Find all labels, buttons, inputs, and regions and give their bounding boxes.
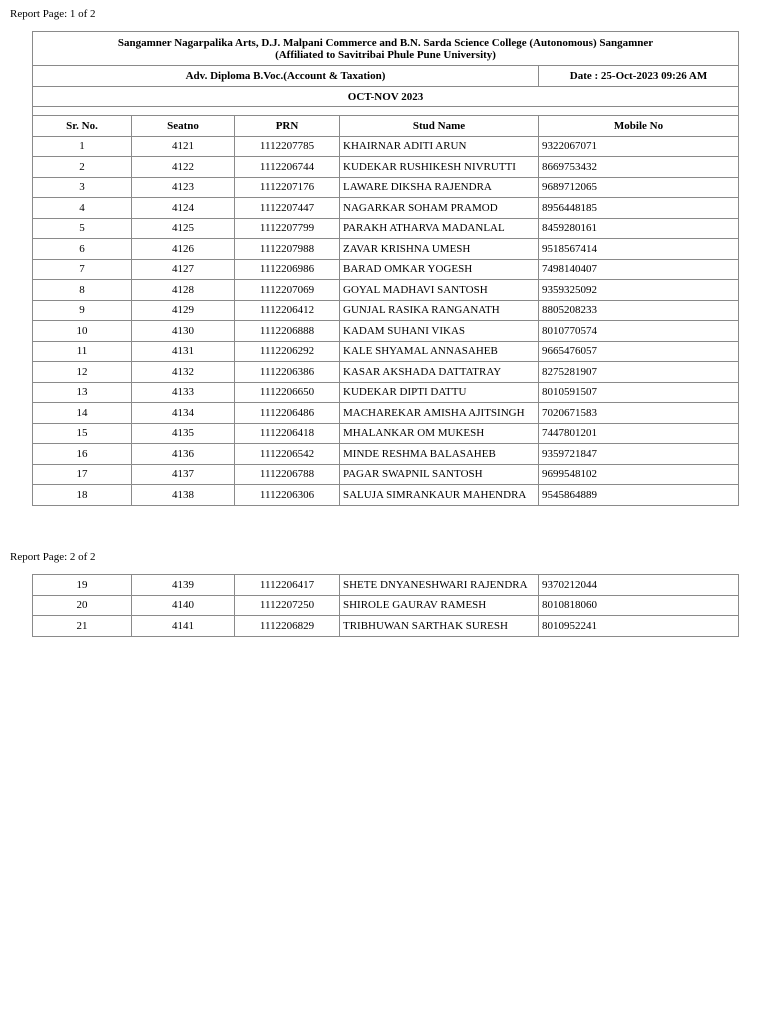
cell-mobile-no: 8669753432 — [539, 157, 739, 178]
cell-sr-no: 6 — [33, 239, 132, 260]
cell-stud-name: GUNJAL RASIKA RANGANATH — [340, 300, 539, 321]
cell-mobile-no: 9665476057 — [539, 341, 739, 362]
cell-prn: 1112207799 — [235, 218, 340, 239]
column-header-stud-name: Stud Name — [340, 116, 539, 137]
cell-seatno: 4128 — [132, 280, 235, 301]
table-row — [33, 177, 739, 198]
cell-sr-no: 7 — [33, 259, 132, 280]
column-header-prn: PRN — [235, 116, 340, 137]
cell-mobile-no: 9359325092 — [539, 280, 739, 301]
cell-mobile-no: 9322067071 — [539, 136, 739, 157]
table-row — [33, 616, 739, 637]
column-header-seatno: Seatno — [132, 116, 235, 137]
cell-sr-no: 11 — [33, 341, 132, 362]
cell-prn: 1112206744 — [235, 157, 340, 178]
cell-seatno: 4124 — [132, 198, 235, 219]
cell-prn: 1112206986 — [235, 259, 340, 280]
cell-sr-no: 17 — [33, 464, 132, 485]
cell-seatno: 4125 — [132, 218, 235, 239]
cell-seatno: 4137 — [132, 464, 235, 485]
college-header — [33, 32, 739, 66]
cell-seatno: 4130 — [132, 321, 235, 342]
cell-seatno: 4123 — [132, 177, 235, 198]
table-row — [33, 259, 739, 280]
cell-prn: 1112206417 — [235, 575, 340, 596]
cell-mobile-no: 7498140407 — [539, 259, 739, 280]
cell-sr-no: 16 — [33, 444, 132, 465]
cell-stud-name: SHIROLE GAURAV RAMESH — [340, 595, 539, 616]
report-page-label-2: Report Page: 2 of 2 — [10, 551, 96, 563]
table-row — [33, 218, 739, 239]
cell-stud-name: SALUJA SIMRANKAUR MAHENDRA — [340, 485, 539, 506]
college-header-row — [33, 32, 739, 66]
cell-seatno: 4129 — [132, 300, 235, 321]
cell-prn: 1112206486 — [235, 403, 340, 424]
column-header-sr-no: Sr. No. — [33, 116, 132, 137]
cell-stud-name: PARAKH ATHARVA MADANLAL — [340, 218, 539, 239]
cell-sr-no: 8 — [33, 280, 132, 301]
cell-mobile-no: 9518567414 — [539, 239, 739, 260]
table-row — [33, 403, 739, 424]
column-header-row — [33, 116, 739, 137]
cell-prn: 1112206888 — [235, 321, 340, 342]
cell-stud-name: TRIBHUWAN SARTHAK SURESH — [340, 616, 539, 637]
cell-seatno: 4121 — [132, 136, 235, 157]
table-body-page-1 — [33, 136, 739, 505]
course-row — [33, 66, 739, 87]
cell-mobile-no: 8956448185 — [539, 198, 739, 219]
table-row — [33, 485, 739, 506]
column-header-mobile-no: Mobile No — [539, 116, 739, 137]
cell-prn: 1112206412 — [235, 300, 340, 321]
cell-mobile-no: 8010591507 — [539, 382, 739, 403]
cell-stud-name: KASAR AKSHADA DATTATRAY — [340, 362, 539, 383]
cell-sr-no: 14 — [33, 403, 132, 424]
table-row — [33, 136, 739, 157]
cell-mobile-no: 8805208233 — [539, 300, 739, 321]
cell-sr-no: 4 — [33, 198, 132, 219]
cell-mobile-no: 8275281907 — [539, 362, 739, 383]
cell-sr-no: 18 — [33, 485, 132, 506]
cell-stud-name: KUDEKAR RUSHIKESH NIVRUTTI — [340, 157, 539, 178]
course-name: Adv. Diploma B.Voc.(Account & Taxation) — [33, 66, 539, 87]
cell-seatno: 4132 — [132, 362, 235, 383]
cell-stud-name: PAGAR SWAPNIL SANTOSH — [340, 464, 539, 485]
table-row — [33, 575, 739, 596]
cell-sr-no: 2 — [33, 157, 132, 178]
cell-sr-no: 19 — [33, 575, 132, 596]
college-name: Sangamner Nagarpalika Arts, D.J. Malpani Commerce and B.N. Sarda Science College (Autonomous) Sangamner — [117, 36, 654, 49]
cell-sr-no: 3 — [33, 177, 132, 198]
cell-seatno: 4136 — [132, 444, 235, 465]
exam-session: OCT-NOV 2023 — [33, 87, 739, 107]
cell-mobile-no: 7447801201 — [539, 423, 739, 444]
cell-stud-name: KADAM SUHANI VIKAS — [340, 321, 539, 342]
cell-stud-name: KALE SHYAMAL ANNASAHEB — [340, 341, 539, 362]
table-row — [33, 239, 739, 260]
cell-prn: 1112206788 — [235, 464, 340, 485]
cell-mobile-no: 8459280161 — [539, 218, 739, 239]
table-row — [33, 341, 739, 362]
cell-sr-no: 12 — [33, 362, 132, 383]
cell-stud-name: SHETE DNYANESHWARI RAJENDRA — [340, 575, 539, 596]
cell-mobile-no: 8010952241 — [539, 616, 739, 637]
cell-seatno: 4140 — [132, 595, 235, 616]
column-header-group — [33, 116, 739, 137]
cell-stud-name: NAGARKAR SOHAM PRAMOD — [340, 198, 539, 219]
cell-seatno: 4126 — [132, 239, 235, 260]
cell-stud-name: MINDE RESHMA BALASAHEB — [340, 444, 539, 465]
table-row — [33, 464, 739, 485]
cell-seatno: 4139 — [132, 575, 235, 596]
cell-mobile-no: 9359721847 — [539, 444, 739, 465]
cell-stud-name: MHALANKAR OM MUKESH — [340, 423, 539, 444]
cell-prn: 1112206292 — [235, 341, 340, 362]
cell-prn: 1112206650 — [235, 382, 340, 403]
cell-stud-name: KUDEKAR DIPTI DATTU — [340, 382, 539, 403]
cell-prn: 1112207785 — [235, 136, 340, 157]
cell-seatno: 4122 — [132, 157, 235, 178]
cell-sr-no: 20 — [33, 595, 132, 616]
cell-prn: 1112207069 — [235, 280, 340, 301]
cell-stud-name: KHAIRNAR ADITI ARUN — [340, 136, 539, 157]
table-row — [33, 382, 739, 403]
cell-prn: 1112206306 — [235, 485, 340, 506]
cell-sr-no: 10 — [33, 321, 132, 342]
cell-mobile-no: 9370212044 — [539, 575, 739, 596]
report-table-page-2 — [32, 574, 739, 637]
cell-seatno: 4131 — [132, 341, 235, 362]
cell-sr-no: 5 — [33, 218, 132, 239]
spacer-row — [33, 107, 739, 116]
cell-mobile-no: 8010818060 — [539, 595, 739, 616]
cell-seatno: 4138 — [132, 485, 235, 506]
cell-mobile-no: 9699548102 — [539, 464, 739, 485]
table-row — [33, 444, 739, 465]
cell-mobile-no: 9689712065 — [539, 177, 739, 198]
spacer-cell — [33, 107, 739, 116]
cell-stud-name: ZAVAR KRISHNA UMESH — [340, 239, 539, 260]
table-row — [33, 362, 739, 383]
cell-prn: 1112207447 — [235, 198, 340, 219]
table-row — [33, 280, 739, 301]
cell-seatno: 4133 — [132, 382, 235, 403]
cell-prn: 1112206418 — [235, 423, 340, 444]
cell-prn: 1112206542 — [235, 444, 340, 465]
cell-stud-name: BARAD OMKAR YOGESH — [340, 259, 539, 280]
cell-mobile-no: 8010770574 — [539, 321, 739, 342]
cell-sr-no: 15 — [33, 423, 132, 444]
cell-mobile-no: 9545864889 — [539, 485, 739, 506]
cell-sr-no: 9 — [33, 300, 132, 321]
cell-seatno: 4141 — [132, 616, 235, 637]
cell-seatno: 4134 — [132, 403, 235, 424]
table-row — [33, 423, 739, 444]
table-row — [33, 595, 739, 616]
cell-sr-no: 13 — [33, 382, 132, 403]
cell-seatno: 4135 — [132, 423, 235, 444]
table-row — [33, 157, 739, 178]
cell-sr-no: 1 — [33, 136, 132, 157]
cell-prn: 1112206386 — [235, 362, 340, 383]
cell-prn: 1112207250 — [235, 595, 340, 616]
table-row — [33, 321, 739, 342]
table-body-page-2 — [33, 575, 739, 637]
table-row — [33, 198, 739, 219]
table-row — [33, 300, 739, 321]
cell-mobile-no: 7020671583 — [539, 403, 739, 424]
session-row — [33, 87, 739, 107]
cell-prn: 1112207988 — [235, 239, 340, 260]
college-affiliation: (Affiliated to Savitribai Phule Pune University) — [275, 48, 496, 61]
cell-sr-no: 21 — [33, 616, 132, 637]
report-table-page-1 — [32, 31, 739, 506]
cell-stud-name: MACHAREKAR AMISHA AJITSINGH — [340, 403, 539, 424]
cell-seatno: 4127 — [132, 259, 235, 280]
report-date: Date : 25-Oct-2023 09:26 AM — [539, 66, 739, 87]
cell-stud-name: LAWARE DIKSHA RAJENDRA — [340, 177, 539, 198]
cell-prn: 1112207176 — [235, 177, 340, 198]
cell-stud-name: GOYAL MADHAVI SANTOSH — [340, 280, 539, 301]
report-page-label-1: Report Page: 1 of 2 — [10, 8, 96, 20]
cell-prn: 1112206829 — [235, 616, 340, 637]
